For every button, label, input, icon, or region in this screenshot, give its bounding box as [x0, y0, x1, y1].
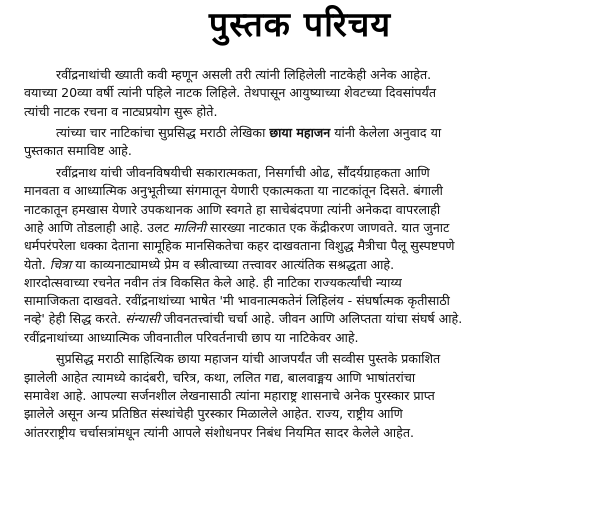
text-span: नव्हे' हेही सिद्ध करते. [24, 311, 126, 327]
text-line: झालेली आहेत त्यामध्ये कादंबरी, चरित्र, कथा, ललित गद्य, बालवाङ्मय आणि भाषांतरांचा [24, 369, 416, 385]
text-line: मानवता व आध्यात्मिक अनुभूतीच्या संगमातून येणारी एकात्मकता या नाटकांतून दिसते. बंगाली [24, 183, 443, 199]
play-title-sanyasi: संन्यासी [125, 311, 160, 327]
paragraph-2 [24, 124, 584, 161]
page-title: पुस्तक परिचय [208, 5, 392, 45]
author-name: छाया महाजन [269, 125, 331, 141]
text-line [24, 310, 584, 328]
text-line: सामाजिकता दाखवते. रवींद्रनाथांच्या भाषेत 'मी भावनात्मकतेनं लिहिलंय - संघर्षात्मक कृतीसाठी [24, 293, 450, 309]
text-line: सुप्रसिद्ध मराठी साहित्यिक छाया महाजन यांची आजपर्यंत जी सव्वीस पुस्तके प्रकाशित [56, 351, 441, 367]
text-span: यांनी केलेला अनुवाद या [330, 125, 442, 141]
play-title-malini: मालिनी [173, 219, 206, 235]
text-line: शारदोत्सवाच्या रचनेत नवीन तंत्र विकसित केले आहे. ही नाटिका राज्यकर्त्यांची न्याय्य [24, 274, 402, 290]
text-line [24, 256, 584, 274]
text-span: आहे आणि तोडलाही आहे. उलट [24, 219, 174, 235]
paragraph-1 [24, 66, 584, 121]
paragraph-3 [24, 164, 584, 347]
text-line: रवींद्रनाथ यांची जीवनविषयीची सकारात्मकता, निसर्गाची ओढ, सौंदर्यग्राहकता आणि [56, 165, 430, 181]
text-line: आंतरराष्ट्रीय चर्चासत्रांमधून त्यांनी आपले संशोधनपर निबंध नियमित सादर केलेले आहेत. [24, 424, 415, 440]
text-line [24, 219, 584, 237]
paragraph-4 [24, 350, 584, 441]
text-line: वयाच्या 20व्या वर्षी त्यांनी पहिले नाटक लिहिले. तेथपासून आयुष्याच्या शेवटच्या दिवसांपर्यंत [24, 85, 437, 101]
text-span: जीवनतत्त्वांची चर्चा आहे. जीवन आणि अलिप्तता यांचा संघर्ष आहे. [159, 311, 463, 327]
text-line: समावेश आहे. आपल्या सर्जनशील लेखनासाठी त्यांना महाराष्ट्र शासनाचे अनेक पुरस्कार प्राप्त [24, 387, 435, 403]
text-line: झालेले असून अन्य प्रतिष्ठित संस्थांचेही पुरस्कार मिळालेले आहेत. राज्य, राष्ट्रीय आणि [24, 406, 403, 422]
text-line: त्यांची नाटक रचना व नाट्यप्रयोग सुरू होते. [24, 103, 218, 119]
text-line [24, 124, 584, 142]
text-line: धर्मपरंपरेला धक्का देताना सामूहिक मानसिकतेचा कहर दाखवताना विशुद्ध मैत्रीचा पैलू सुस्पष्टपणे [24, 238, 455, 254]
text-span: सारख्या नाटकात एक केंद्रीकरण जाणवते. यात जुनाट [205, 219, 450, 235]
text-line: पुस्तकात समाविष्ट आहे. [24, 143, 132, 159]
text-span: या काव्यनाट्यामध्ये प्रेम व स्त्रीत्वाच्या तत्त्वावर आत्यंतिक सश्रद्धता आहे. [71, 256, 395, 272]
text-line: रवींद्रनाथांच्या आध्यात्मिक जीवनातील परिवर्तनाची छाप या नाटिकेवर आहे. [24, 329, 359, 345]
text-line: रवींद्रनाथांची ख्याती कवी म्हणून असली तरी त्यांनी लिहिलेली नाटकेही अनेक आहेत. [56, 67, 432, 82]
body-text [24, 66, 584, 445]
play-title-chitra: चित्रा [49, 256, 72, 272]
text-line: नाटकातून हमखास येणारे उपकथानक आणि स्वगते हा साचेबंदपणा त्यांनी अनेकदा वापरलाही [24, 201, 441, 217]
text-span: त्यांच्या चार नाटिकांचा सुप्रसिद्ध मराठी लेखिका [56, 125, 270, 141]
text-span: येतो. [24, 256, 50, 272]
